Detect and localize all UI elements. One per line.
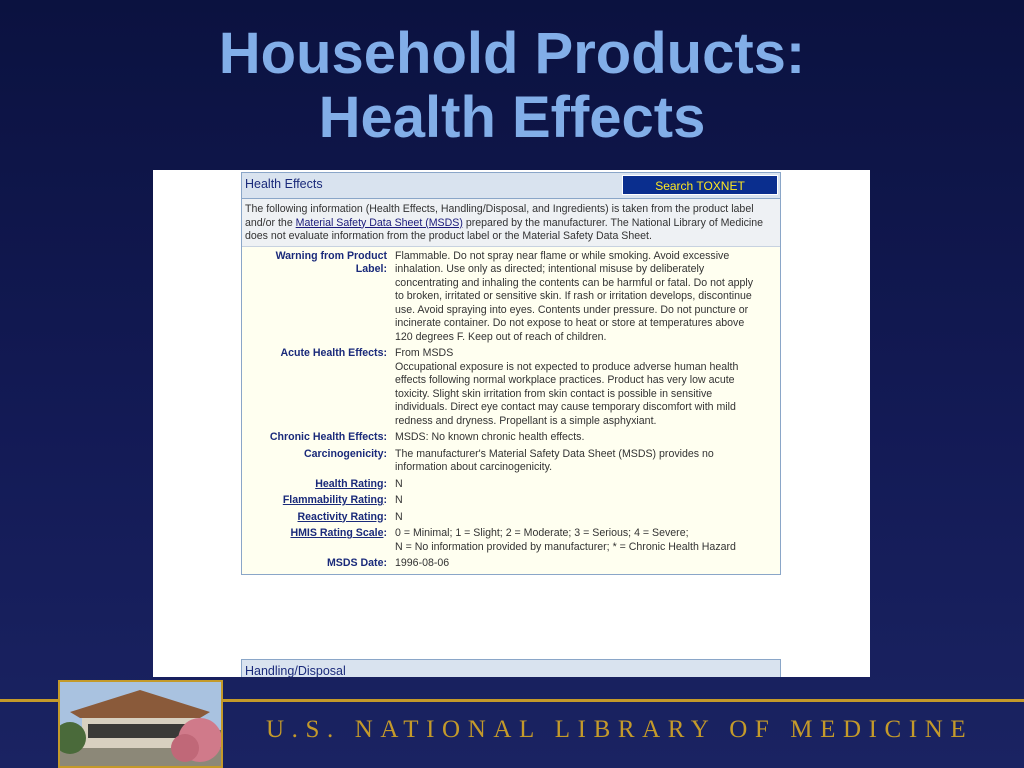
hmis-line2: N = No information provided by manufacturer; * = Chronic Health Hazard bbox=[395, 540, 736, 553]
slide-title-line1: Household Products: bbox=[218, 21, 806, 86]
field-label-reactivity-rating[interactable]: Reactivity Rating: bbox=[297, 510, 387, 523]
reactivity-rating-link[interactable]: Reactivity Rating bbox=[297, 510, 384, 523]
field-value-warning: Flammable. Do not spray near flame or while smoking. Avoid excessive inhalation. Use only as directed; intentional misuse by deliberately concentrating and inhaling the contents can be harmful or fatal. Do not apply to broken, irritated or sensitive skin. If rash or irritation develops, discontinue use. Avoid spraying into eyes. Contents under pressure. Do not puncture or incinerate container. Do not expose to heat or store at temperatures above 120 degrees F. Keep out of reach of children. bbox=[395, 249, 754, 343]
hmis-scale-link[interactable]: HMIS Rating Scale bbox=[290, 527, 384, 539]
field-value-reactivity-rating: N bbox=[395, 510, 403, 523]
panel-title: Health Effects bbox=[245, 177, 323, 191]
field-row bbox=[242, 527, 780, 557]
health-effects-panel bbox=[241, 172, 781, 575]
health-rating-link[interactable]: Health Rating bbox=[315, 477, 384, 490]
field-label-hmis-scale[interactable]: HMIS Rating Scale: bbox=[290, 527, 387, 539]
panel-header bbox=[242, 173, 780, 199]
flammability-rating-link[interactable]: Flammability Rating bbox=[282, 494, 384, 506]
handling-disposal-panel bbox=[241, 659, 781, 677]
intro-text bbox=[242, 199, 780, 247]
field-row bbox=[242, 478, 780, 495]
field-label-acute: Acute Health Effects: bbox=[280, 347, 387, 359]
field-row bbox=[242, 494, 780, 511]
search-toxnet-button[interactable]: Search TOXNET bbox=[622, 175, 778, 195]
field-label-msds-date: MSDS Date: bbox=[326, 557, 387, 569]
library-building-photo bbox=[58, 680, 223, 768]
msds-link[interactable]: Material Safety Data Sheet (MSDS) bbox=[295, 216, 463, 229]
acute-text: Occupational exposure is not expected to produce adverse human health effects following normal workplace practices. Product has very low acute toxicity. Slight skin irritation from skin contact is possible in sensitive individuals. Direct eye contact may cause temporary discomfort with mild redness and dryness. Propellant is a simple asphyxiant. bbox=[395, 360, 739, 427]
field-row bbox=[242, 347, 780, 431]
fields-table bbox=[242, 250, 780, 574]
field-value-flammability-rating: N bbox=[395, 494, 403, 506]
field-label-health-rating[interactable]: Health Rating: bbox=[315, 477, 387, 490]
screenshot-panel bbox=[153, 170, 870, 677]
field-value-health-rating: N bbox=[395, 477, 403, 490]
intro-post: prepared by the manufacturer. The National Library of Medicine does not evaluate information from the product label or the Material Safety Data Sheet. bbox=[245, 216, 764, 242]
field-value-acute bbox=[395, 347, 780, 431]
acute-source: From MSDS bbox=[395, 347, 454, 359]
field-row bbox=[242, 448, 780, 478]
field-value-carcinogenicity: The manufacturer's Material Safety Data Sheet (MSDS) provides no information about carcinogenicity. bbox=[395, 447, 714, 473]
hmis-line1: 0 = Minimal; 1 = Slight; 2 = Moderate; 3 = Serious; 4 = Severe; bbox=[395, 527, 689, 539]
handling-disposal-title: Handling/Disposal bbox=[245, 664, 346, 677]
field-value-chronic: MSDS: No known chronic health effects. bbox=[395, 431, 585, 443]
field-value-msds-date: 1996-08-06 bbox=[395, 557, 450, 569]
field-label-warning: Warning from Product Label: bbox=[275, 249, 387, 275]
library-building-image bbox=[60, 682, 221, 766]
field-label-chronic: Chronic Health Effects: bbox=[269, 431, 387, 443]
footer-text: U.S. NATIONAL LIBRARY OF MEDICINE bbox=[266, 716, 974, 743]
field-row bbox=[242, 557, 780, 574]
field-row bbox=[242, 250, 780, 348]
field-row bbox=[242, 431, 780, 448]
intro-pre: The following information (Health Effects, Handling/Disposal, and Ingredients) is taken from the product label and/or the bbox=[245, 203, 754, 229]
field-row bbox=[242, 511, 780, 528]
slide-title-line2: Health Effects bbox=[318, 85, 706, 150]
field-value-hmis-scale bbox=[395, 527, 780, 557]
field-label-flammability-rating[interactable]: Flammability Rating: bbox=[282, 494, 387, 506]
field-label-carcinogenicity: Carcinogenicity: bbox=[303, 447, 387, 460]
slide-title bbox=[0, 22, 1024, 150]
